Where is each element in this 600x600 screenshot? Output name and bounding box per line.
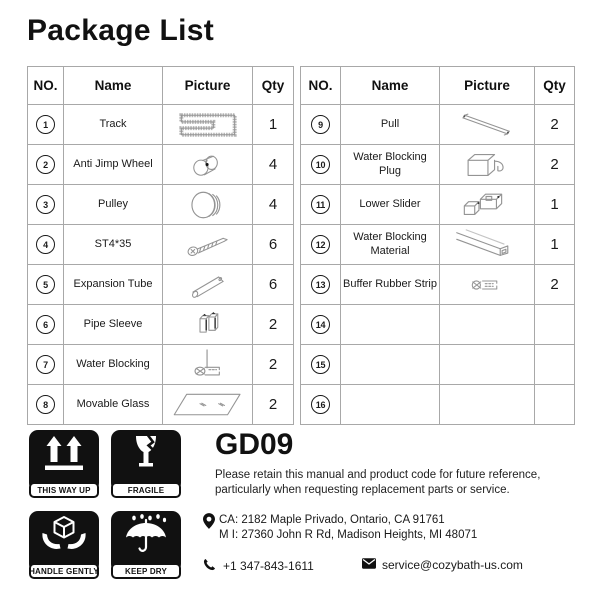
water-blocking-drawing [163,345,253,385]
col-header-qty: Qty [253,67,294,105]
item-name [341,385,440,425]
table-row [28,225,294,265]
table-row [301,185,575,225]
handling-labels-grid [29,430,181,579]
table-row [301,145,575,185]
item-name: Pull [341,105,440,145]
item-name [341,345,440,385]
item-name: Anti Jimp Wheel [64,145,163,185]
empty-picture [440,385,535,425]
item-qty: 1 [253,105,294,145]
location-pin-icon [203,513,215,543]
item-name [341,305,440,345]
table-row [28,265,294,305]
item-name: Track [64,105,163,145]
table-row [28,305,294,345]
pipe-sleeve-drawing [163,305,253,345]
item-number: 3 [36,195,55,214]
pulley-drawing [163,185,253,225]
header-row [301,67,575,105]
item-number: 11 [311,195,330,214]
retention-note: Please retain this manual and product code for future reference, particularly when requesting replacement parts or service. [215,469,541,497]
item-qty: 4 [253,145,294,185]
phone-block [203,558,314,574]
table-row [301,105,575,145]
item-name: ST4*35 [64,225,163,265]
phone-number: +1 347-843-1611 [223,559,314,573]
email-address: service@cozybath-us.com [382,558,523,572]
expansion-tube-drawing [163,265,253,305]
handling-label-this-way-up [29,430,99,498]
track-drawing [163,105,253,145]
parts-table-right [300,66,575,425]
address-block [203,513,477,543]
col-header-qty: Qty [535,67,575,105]
page-title: Package List [27,14,215,47]
item-qty: 6 [253,265,294,305]
table-row [301,385,575,425]
item-qty [535,305,575,345]
handling-label-handle-gently [29,511,99,579]
lower-slider-drawing [440,185,535,225]
table-row [28,185,294,225]
item-name: Movable Glass [64,385,163,425]
col-header-name: Name [341,67,440,105]
item-name: Buffer Rubber Strip [341,265,440,305]
parts-table-left [27,66,294,425]
item-number: 16 [311,395,330,414]
item-number: 8 [36,395,55,414]
item-number: 4 [36,235,55,254]
table-row [28,385,294,425]
handling-label-text: KEEP DRY [111,563,181,579]
item-qty: 1 [535,185,575,225]
table-row [301,345,575,385]
pull-drawing [440,105,535,145]
item-qty: 2 [535,145,575,185]
item-number: 7 [36,355,55,374]
email-block [362,558,523,572]
table-row [301,225,575,265]
item-number: 6 [36,315,55,334]
handling-label-text: HANDLE GENTLY [29,563,99,579]
item-name: Pulley [64,185,163,225]
package-list-tables [27,66,575,425]
item-name: Expansion Tube [64,265,163,305]
col-header-no: NO. [28,67,64,105]
item-qty: 4 [253,185,294,225]
empty-picture [440,305,535,345]
item-name: Lower Slider [341,185,440,225]
water-blocking-plug-drawing [440,145,535,185]
table-row [28,345,294,385]
item-qty: 2 [253,385,294,425]
item-qty: 2 [253,305,294,345]
item-qty: 2 [535,105,575,145]
item-number: 10 [311,155,330,174]
envelope-icon [362,558,376,572]
item-number: 14 [311,315,330,334]
handling-label-text: FRAGILE [111,482,181,498]
item-qty: 2 [535,265,575,305]
table-row [301,305,575,345]
item-number: 5 [36,275,55,294]
phone-icon [203,558,216,574]
empty-picture [440,345,535,385]
item-number: 13 [311,275,330,294]
col-header-name: Name [64,67,163,105]
item-name: Water Blocking [64,345,163,385]
item-number: 15 [311,355,330,374]
col-header-no: NO. [301,67,341,105]
item-qty [535,345,575,385]
item-qty [535,385,575,425]
water-blocking-material-drawing [440,225,535,265]
col-header-picture: Picture [163,67,253,105]
buffer-rubber-strip-drawing [440,265,535,305]
item-number: 12 [311,235,330,254]
table-row [301,265,575,305]
item-number: 9 [311,115,330,134]
handling-label-keep-dry [111,511,181,579]
table-row [28,105,294,145]
handling-label-text: THIS WAY UP [29,482,99,498]
item-name: Water Blocking Plug [341,145,440,185]
col-header-picture: Picture [440,67,535,105]
item-name: Pipe Sleeve [64,305,163,345]
address-line-ca: CA: 2182 Maple Privado, Ontario, CA 91761 [219,514,445,526]
screw-drawing [163,225,253,265]
anti-jimp-wheel-drawing [163,145,253,185]
header-row [28,67,294,105]
table-row [28,145,294,185]
movable-glass-drawing [163,385,253,425]
item-qty: 6 [253,225,294,265]
item-qty: 1 [535,225,575,265]
item-name: Water Blocking Material [341,225,440,265]
item-number: 1 [36,115,55,134]
product-code: GD09 [215,428,294,461]
item-qty: 2 [253,345,294,385]
handling-label-fragile [111,430,181,498]
item-number: 2 [36,155,55,174]
address-line-mi: M I: 27360 John R Rd, Madison Heights, MI 48071 [219,529,478,542]
